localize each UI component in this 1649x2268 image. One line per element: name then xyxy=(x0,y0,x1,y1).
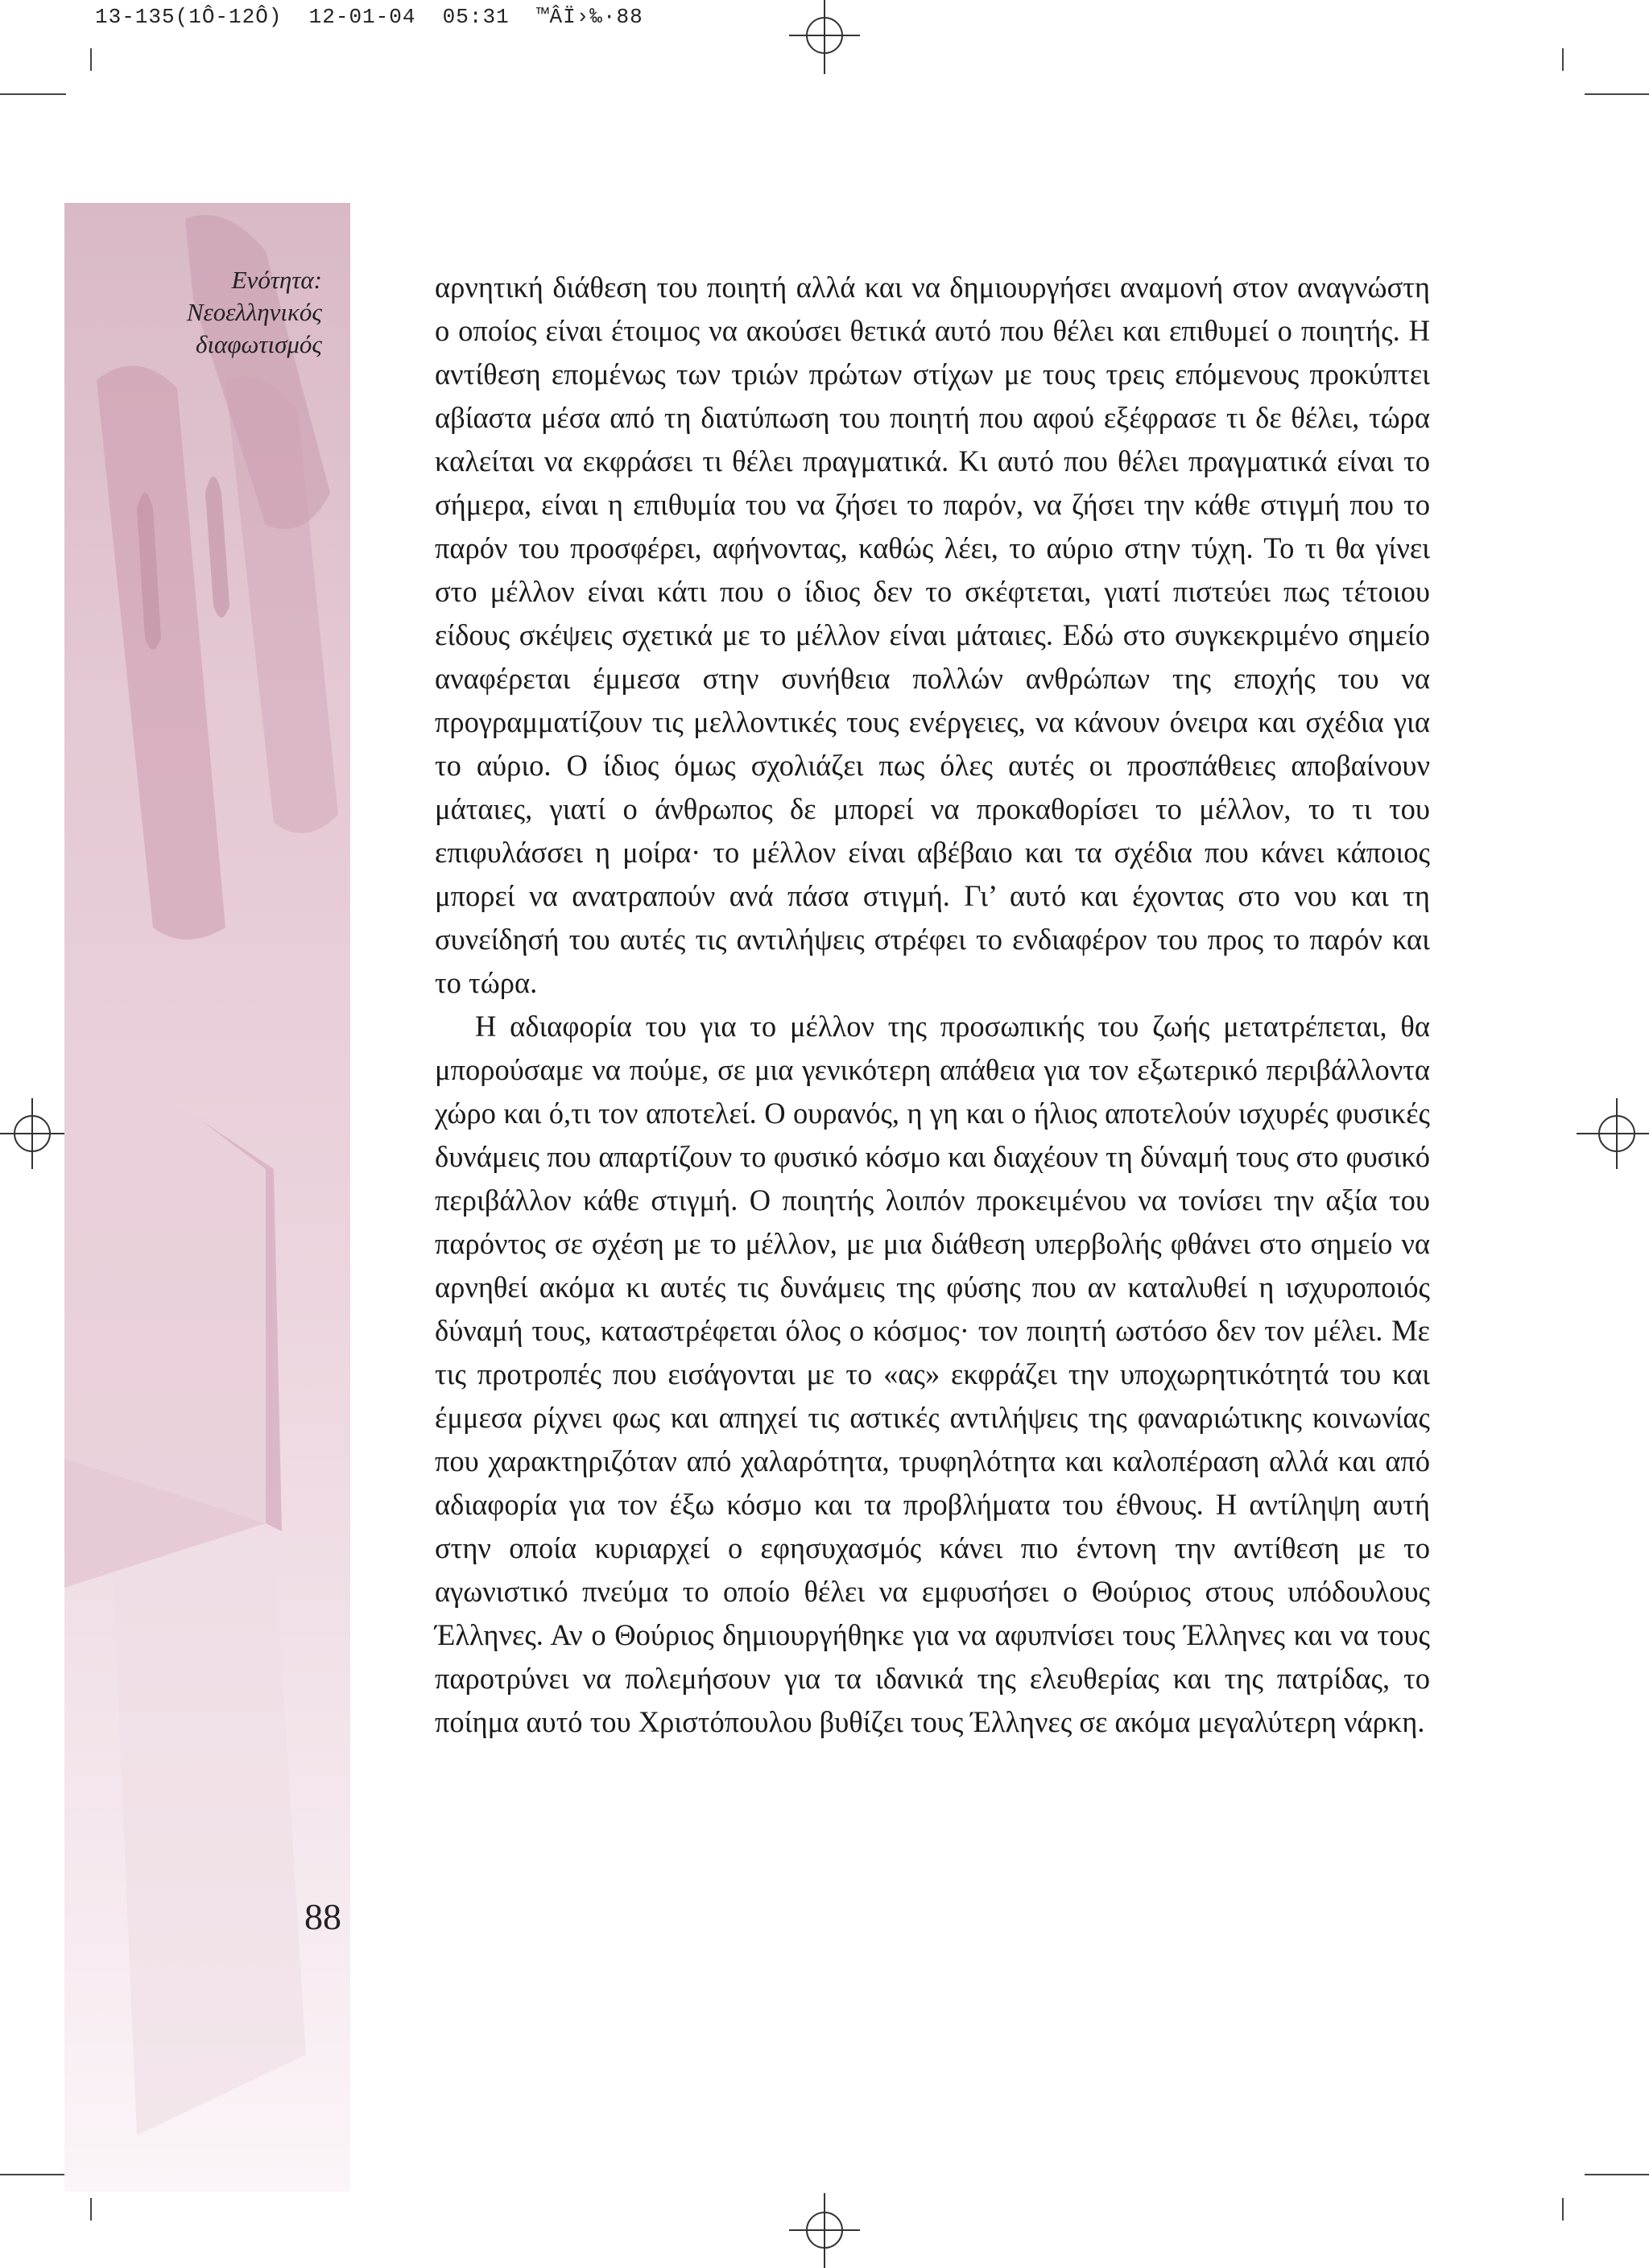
crop-mark-top-left-v xyxy=(90,48,92,71)
pen-and-book-illustration-icon xyxy=(64,203,350,2192)
paragraph-2: Η αδιαφορία του για το μέλλον της προσωπικής του ζωής μετατρέπεται, θα μπορούσαμε να πούμε, σε μια γενικότερη απάθεια για τον εξωτερικό περιβάλλοντα χώρο και ό,τι τον αποτελεί. Ο ουρανός, η γη και ο ήλιος αποτελούν ισχυρές φυσικές δυνάμεις που απαρτίζουν το φυσικό κόσμο και διαχέουν τη δύναμή τους στο φυσικό περιβάλλον κάθε στιγμή. Ο ποιητής λοιπόν προκειμένου να τονίσει την αξία του παρόντος σε σχέση με το μέλλον, με μια διάθεση υπερβολής φθάνει στο σημείο να αρνηθεί ακόμα κι αυτές τις δυνάμεις της φύσης που αν καταλυθεί η ισχυροποιός δύναμή τους, καταστρέφεται όλος ο κόσμος· τον ποιητή ωστόσο δεν τον μέλει. Με τις προτροπές που εισάγονται με το «ας» εκφράζει την υποχωρητικότητά του και έμμεσα ρίχνει φως και απηχεί τις αστικές αντιλήψεις της φαναριώτικης κοινωνίας που χαρακτηριζόταν από χαλαρότητα, τρυφηλότητα και καλοπέραση αλλά και από αδιαφορία για τον έξω κόσμο και τα προβλήματα του έθνους. Η αντίληψη αυτή στην οποία κυριαρχεί ο εφησυχασμός κάνει πιο έντονη την αντίθεση με το αγωνιστικό πνεύμα το οποίο θέλει να εμφυσήσει ο Θούριος στους υπόδουλους Έλληνες. Αν ο Θούριος δημιουργήθηκε για να αφυπνίσει τους Έλληνες και να τους παροτρύνει να πολεμήσουν για τα ιδανικά της ελευθερίας και της πατρίδας, το ποίημα αυτό του Χριστόπουλου βυθίζει τους Έλληνες σε ακόμα μεγαλύτερη νάρκη. xyxy=(435,1010,1430,1738)
decorative-side-band xyxy=(64,203,350,2192)
paragraph-1: αρνητική διάθεση του ποιητή αλλά και να δημιουργήσει αναμονή στον αναγνώστη ο οποίος είναι έτοιμος να ακούσει θετικά αυτό που θέλει και επιθυμεί ο ποιητής. Η αντίθεση επομένως των τριών πρώτων στίχων με τους τρεις επόμενους προκύπτει αβίαστα μέσα από τη διατύπωση του ποιητή που αφού εξέφρασε τι δε θέλει, τώρα καλείται να εκφράσει τι θέλει πραγματικά. Κι αυτό που θέλει πραγματικά είναι το σήμερα, είναι η επιθυμία του να ζήσει το παρόν, να ζήσει την κάθε στιγμή που το παρόν του προσφέρει, αφήνοντας, καθώς λέει, το αύριο στην τύχη. Το τι θα γίνει στο μέλλον είναι κάτι που ο ίδιος δεν το σκέφτεται, γιατί πιστεύει πως τέτοιου είδους σκέψεις σχετικά με το μέλλον είναι μάταιες. Εδώ στο συγκεκριμένο σημείο αναφέρεται έμμεσα στην συνήθεια πολλών ανθρώπων της εποχής του να προγραμματίζουν τις μελλοντικές τους ενέργειες, να κάνουν όνειρα και σχέδια για το αύριο. Ο ίδιος όμως σχολιάζει πως όλες αυτές οι προσπάθειες αποβαίνουν μάταιες, γιατί ο άνθρωπος δε μπορεί να προκαθορίσει το μέλλον, το τι του επιφυλάσσει η μοίρα· το μέλλον είναι αβέβαιο και τα σχέδια που κάνει κάποιος μπορεί να ανατραπούν ανά πάσα στιγμή. Γι’ αυτό και έχοντας στο νου και τη συνείδησή του αυτές τις αντιλήψεις στρέφει το ενδιαφέρον του προς το παρόν και το τώρα. xyxy=(435,271,1430,999)
section-label-line-2: Νεοελληνικός xyxy=(186,298,322,326)
section-label-line-3: διαφωτισμός xyxy=(196,330,322,358)
section-label-line-1: Ενότητα: xyxy=(231,266,322,294)
crop-mark-bottom-left-h xyxy=(0,2174,66,2175)
crop-mark-bottom-left-v xyxy=(90,2198,92,2220)
crop-mark-top-right-v xyxy=(1562,48,1564,71)
page-number: 88 xyxy=(304,1896,341,1937)
crop-mark-top-right-h xyxy=(1585,93,1649,95)
registration-mark-right-icon xyxy=(1575,1095,1649,1172)
registration-mark-bottom-icon xyxy=(786,2190,863,2268)
registration-mark-left-icon xyxy=(0,1095,74,1172)
registration-mark-top-icon xyxy=(786,0,863,77)
printer-slug: 13-135(1Ô-12Ô) 12-01-04 05:31 ™ÂÏ›‰·88 xyxy=(95,5,643,29)
section-label xyxy=(129,264,322,361)
crop-mark-bottom-right-v xyxy=(1562,2198,1564,2220)
crop-mark-top-left-h xyxy=(0,93,66,95)
body-text xyxy=(435,266,1430,1744)
crop-mark-bottom-right-h xyxy=(1585,2174,1649,2175)
